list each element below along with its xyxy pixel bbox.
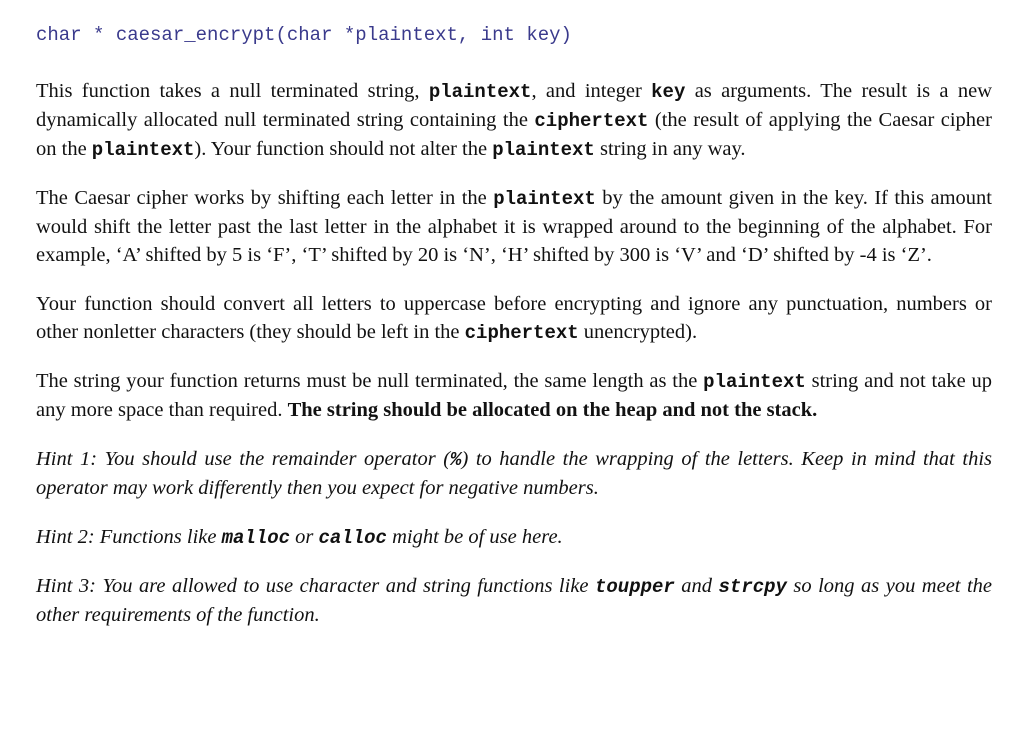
paragraph-uppercase <box>36 291 992 348</box>
code-term: malloc <box>221 526 291 549</box>
return-type: char <box>36 24 82 46</box>
code-term: ciphertext <box>534 109 649 132</box>
text: , and integer <box>531 80 652 102</box>
code-term: % <box>450 448 462 471</box>
code-term: key <box>651 81 686 103</box>
text: string and not take up any more space than required. <box>36 370 992 422</box>
text: or <box>290 525 319 548</box>
text: and <box>674 575 719 598</box>
open-paren: ( <box>275 24 287 46</box>
code-term: strcpy <box>718 576 787 599</box>
code-term: plaintext <box>91 138 195 161</box>
code-term: plaintext <box>493 188 596 211</box>
text: Hint 2: Functions like <box>36 525 222 548</box>
code-term: plaintext <box>492 138 595 161</box>
text: by the amount given in the key. If this amount would shift the letter past the last letter in the alphabet it is wrapped around to the beginning of the alphabet. For example, ‘A’ shifted by 5 is ‘F’, ‘T’ shifted by 20 is ‘N’, ‘H’ shifted by 300 is ‘V’ and ‘D’ shifted by -4 is ‘Z’. <box>36 187 992 266</box>
code-term: plaintext <box>428 81 532 103</box>
param-plaintext: char *plaintext <box>286 24 458 46</box>
code-term: toupper <box>594 576 675 599</box>
text: Hint 3: You are allowed to use character and string functions like <box>36 575 595 598</box>
paragraph-return-requirements <box>36 368 992 425</box>
text: The Caesar cipher works by shifting each letter in the <box>36 187 494 210</box>
param-comma: , <box>457 24 481 46</box>
param-key: int key <box>480 24 561 46</box>
text: Your function should convert all letters to uppercase before encrypting and ignore any punctuation, numbers or other nonletter characters (they should be left in the <box>36 292 992 343</box>
text: unencrypted). <box>578 320 698 343</box>
text: ). Your function should not alter the <box>194 137 493 160</box>
code-term: ciphertext <box>464 321 579 344</box>
code-term: calloc <box>318 526 387 549</box>
hint-1 <box>36 446 992 503</box>
bold-requirement: The string should be allocated on the heap and not the stack. <box>287 399 818 422</box>
text: so long as you meet the other requirements of the function. <box>36 575 993 627</box>
text: Hint 1: You should use the remainder operator ( <box>36 447 451 470</box>
text: as arguments. The result is a new dynamically allocated null terminated string containing the <box>36 80 993 131</box>
code-term: plaintext <box>703 371 806 394</box>
text: (the result of applying the Caesar cipher on the <box>36 108 992 160</box>
paragraph-caesar-cipher <box>36 185 992 269</box>
hint-3 <box>36 573 992 630</box>
text: This function takes a null terminated string, <box>36 80 429 102</box>
text: The string your function returns must be null terminated, the same length as the <box>36 370 704 393</box>
function-name: caesar_encrypt <box>115 24 276 46</box>
text: string in any way. <box>594 137 746 160</box>
function-signature <box>36 22 992 48</box>
paragraph-description <box>36 78 992 164</box>
text: ) to handle the wrapping of the letters. Keep in mind that this operator may work differently then you expect for negative numbers. <box>36 447 992 499</box>
pointer-star: * <box>93 24 105 46</box>
assignment-document <box>36 22 992 651</box>
text: might be of use here. <box>386 525 563 548</box>
close-paren: ) <box>560 24 572 46</box>
hint-2 <box>36 524 992 553</box>
